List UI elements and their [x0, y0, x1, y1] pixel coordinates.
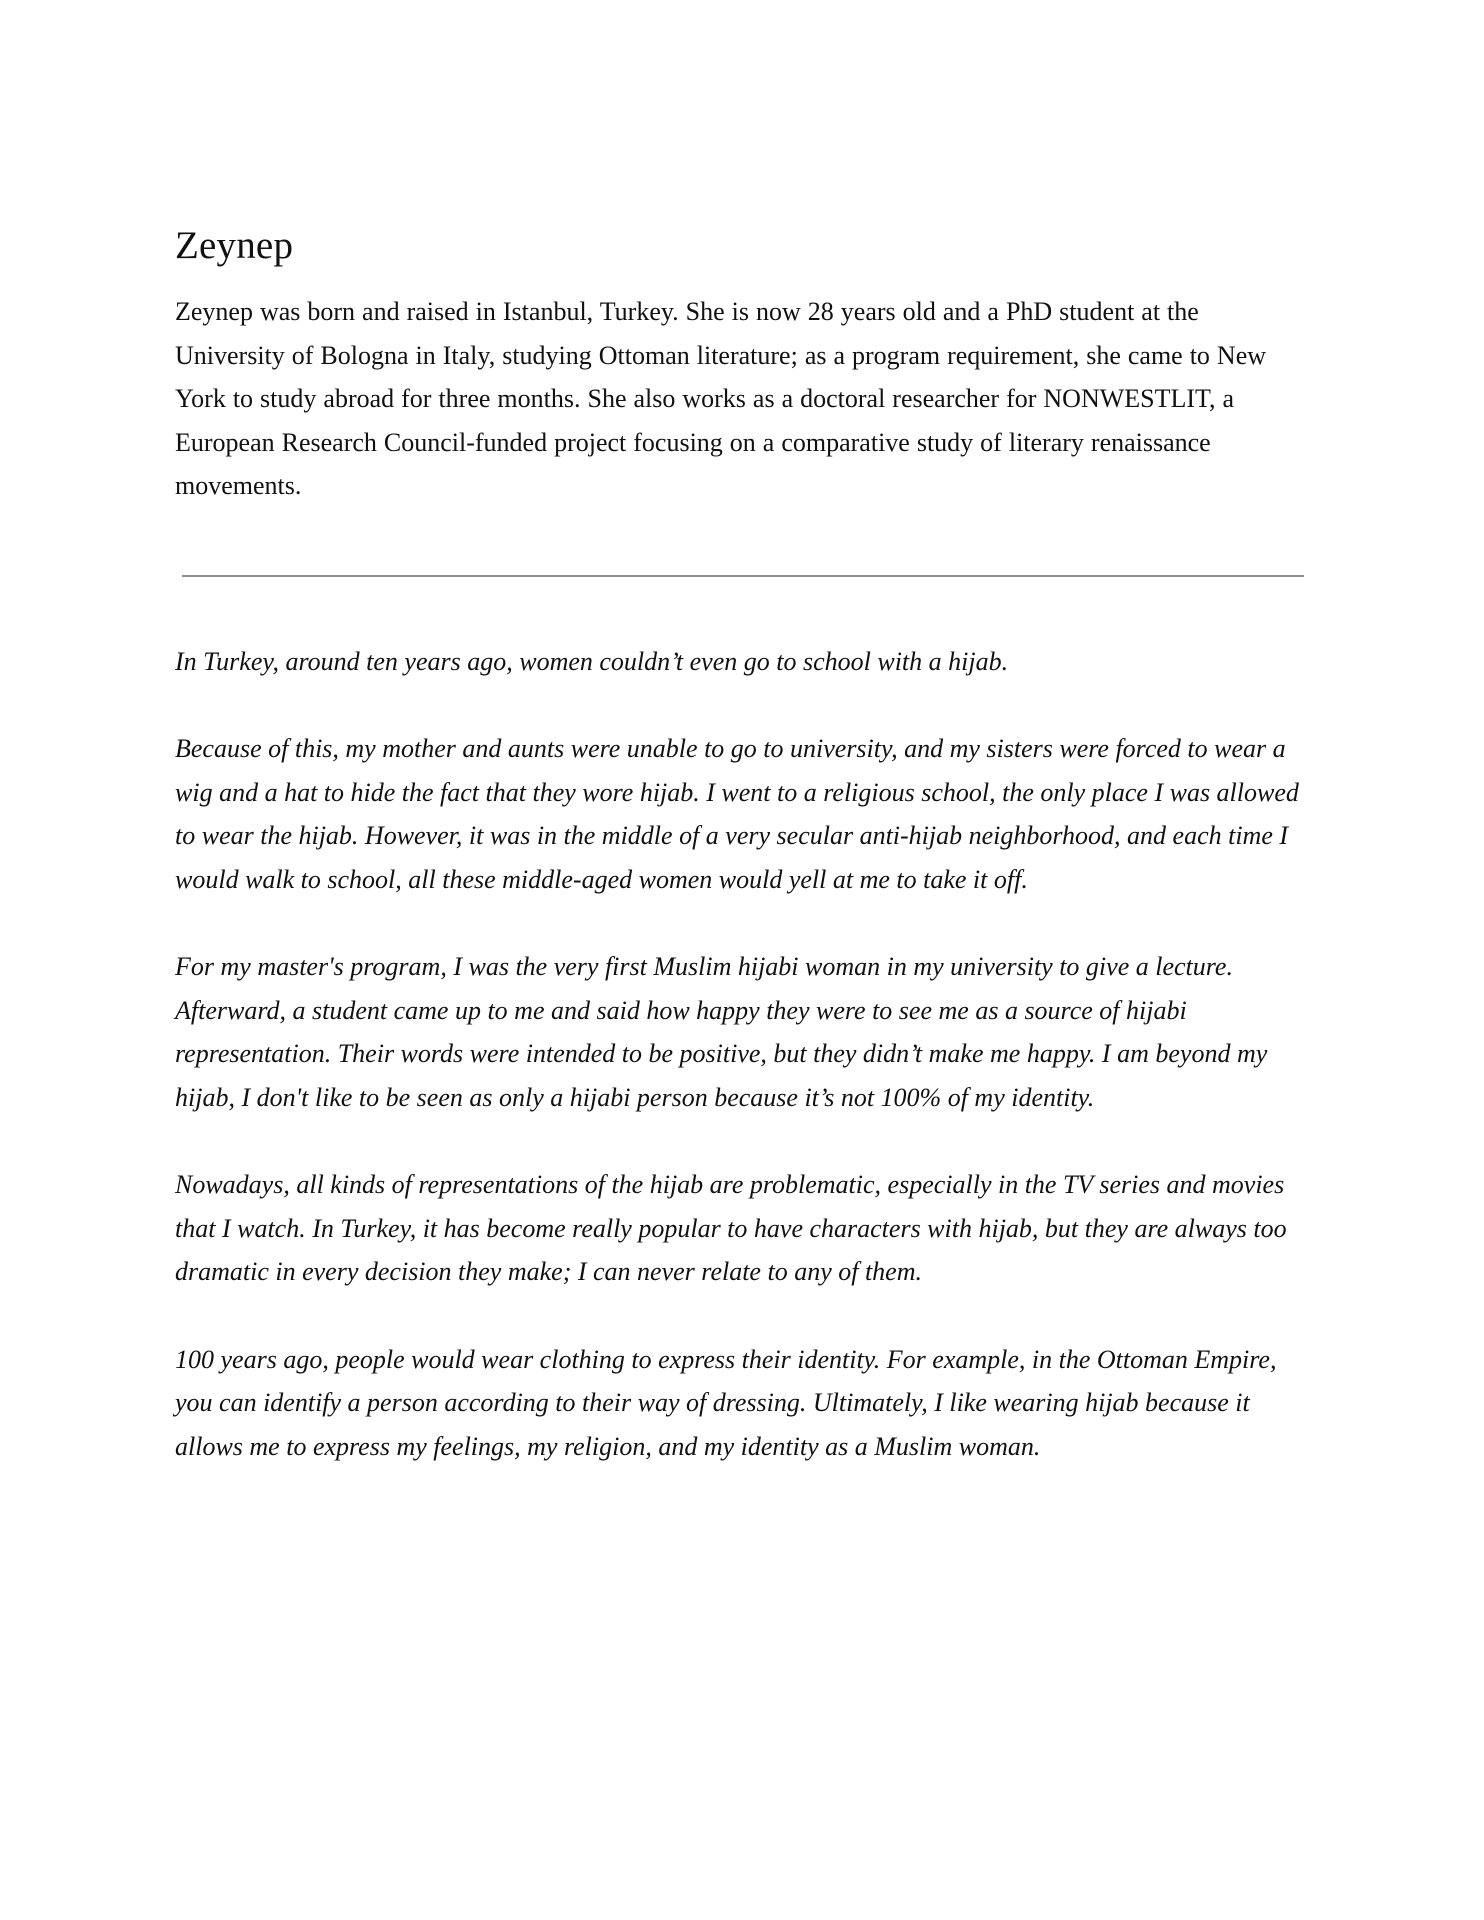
quotes-section [175, 640, 1320, 1512]
quote-paragraph: Because of this, my mother and aunts were unable to go to university, and my sisters were forced to wear a wig and a hat to hide the fact that they wore hijab. I went to a religious school, the only place I was allowed to wear the hijab. However, it was in the middle of a very secular anti-hijab neighborhood, and each time I would walk to school, all these middle-aged women would yell at me to take it off. [175, 734, 1299, 894]
quote-paragraph: Nowadays, all kinds of representations of the hijab are problematic, especially in the TV series and movies that I watch. In Turkey, it has become really popular to have characters with hijab, but they are always too dramatic in every decision they make; I can never relate to any of them. [175, 1170, 1287, 1287]
section-divider [182, 575, 1304, 577]
quote-paragraph: In Turkey, around ten years ago, women couldn’t even go to school with a hijab. [175, 647, 1009, 676]
profile-section [175, 220, 1315, 508]
quote-paragraph: 100 years ago, people would wear clothing to express their identity. For example, in the Ottoman Empire, you can identify a person according to their way of dressing. Ultimately, I like wearing hijab because it allows me to express my feelings, my religion, and my identity as a Muslim woman. [175, 1344, 1277, 1461]
page-title: Zeynep [175, 224, 294, 267]
quote-paragraph: For my master's program, I was the very first Muslim hijabi woman in my university to give a lecture. Afterward, a student came up to me and said how happy they were to see me as a source of hijabi representation. Their words were intended to be positive, but they didn’t make me happy. I am beyond my hijab, I don't like to be seen as only a hijabi person because it’s not 100% of my identity. [175, 952, 1268, 1112]
bio-paragraph: Zeynep was born and raised in Istanbul, Turkey. She is now 28 years old and a PhD student at the University of Bologna in Italy, studying Ottoman literature; as a program requirement, she came to New York to study abroad for three months. She also works as a doctoral researcher for NONWESTLIT, a European Research Council-funded project focusing on a comparative study of literary renaissance movements. [175, 297, 1267, 501]
